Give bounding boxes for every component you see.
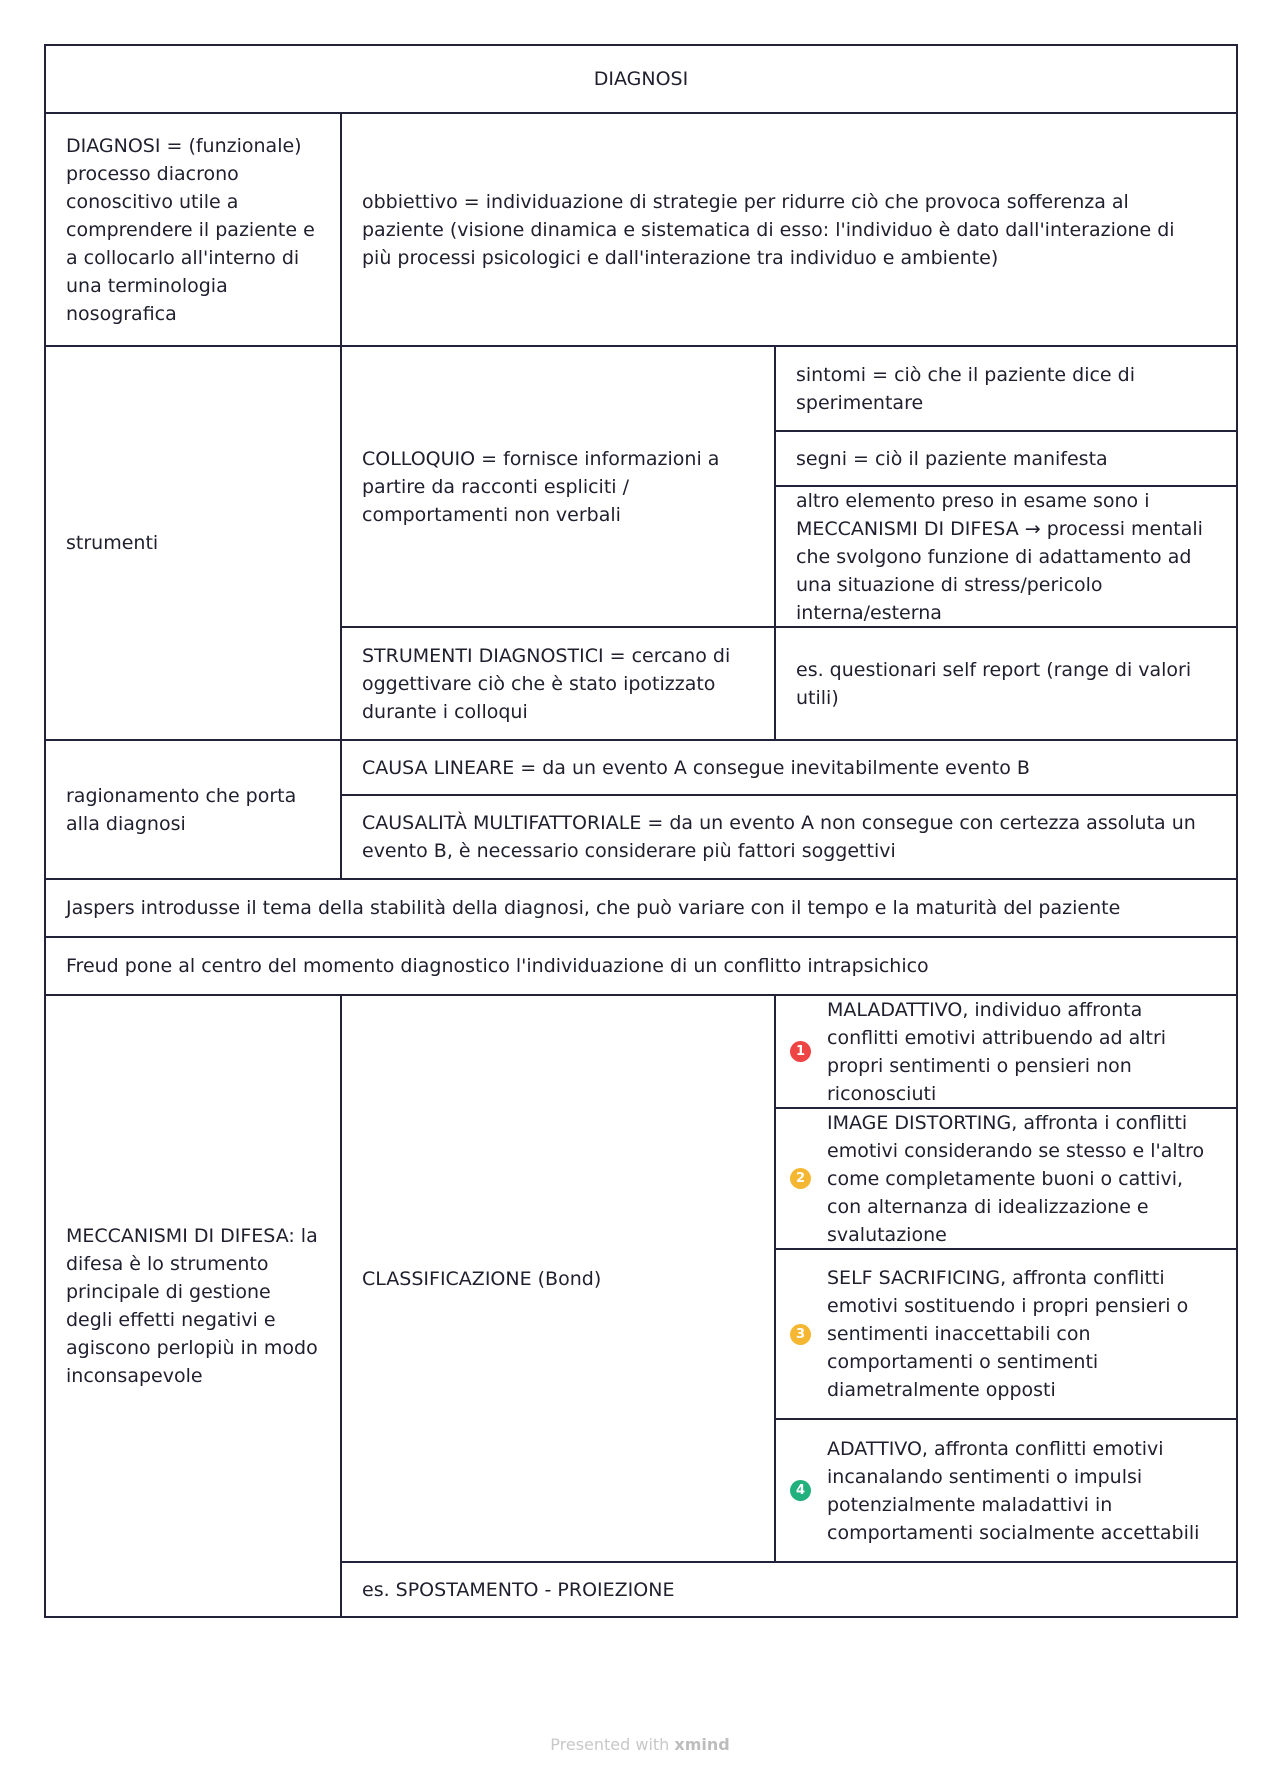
priority-2-icon: 2: [790, 1168, 811, 1189]
diagnosi-definition: DIAGNOSI = (funzionale) processo diacrono conoscitivo utile a comprendere il paziente e a collocarlo all'interno di una terminologia nosografica: [66, 134, 315, 325]
causalita-multifattoriale-text: CAUSALITÀ MULTIFATTORIALE = da un evento A non consegue con certezza assoluta un evento B, è necessario considerare più fattori soggettivi: [362, 812, 1196, 862]
questionari-cell: [774, 626, 1238, 741]
causa-lineare-text: CAUSA LINEARE = da un evento A consegue inevitabilmente evento B: [362, 756, 1030, 779]
colloquio-cell: [340, 345, 776, 628]
segni-cell: [774, 430, 1238, 487]
ragionamento-label-cell: [44, 739, 342, 880]
freud-cell: [44, 936, 1238, 996]
diagnosi-definition-cell: [44, 112, 342, 347]
footer-prefix: Presented with: [550, 1735, 670, 1754]
difesa-esempio-cell: [340, 1561, 1238, 1618]
strumenti-label-cell: [44, 345, 342, 741]
sintomi-text: sintomi = ciò che il paziente dice di sperimentare: [796, 363, 1136, 414]
diagnosi-objective-cell: [340, 112, 1238, 347]
difesa-item-2-text: IMAGE DISTORTING, affronta i conflitti emotivi considerando se stesso e l'altro come completamente buoni o cattivi, con alternanza di idealizzazione e svalutazione: [827, 1111, 1205, 1246]
sintomi-cell: [774, 345, 1238, 432]
table-title: [44, 44, 1238, 114]
priority-1-icon: 1: [790, 1041, 811, 1062]
segni-text: segni = ciò il paziente manifesta: [796, 447, 1108, 470]
difesa-label-cell: [44, 994, 342, 1618]
priority-3-icon: 3: [790, 1324, 811, 1345]
difesa-item-3-cell: [774, 1248, 1238, 1420]
difesa-item-1-cell: [774, 994, 1238, 1109]
causa-lineare-cell: [340, 739, 1238, 796]
ragionamento-label: ragionamento che porta alla diagnosi: [66, 784, 297, 835]
difesa-label: MECCANISMI DI DIFESA: la difesa è lo strumento principale di gestione degli effetti negativi e agiscono perlopiù in modo inconsapevole: [66, 1225, 318, 1387]
questionari-text: es. questionari self report (range di valori utili): [796, 658, 1192, 709]
meccanismi-cell: [774, 485, 1238, 628]
difesa-item-2-cell: [774, 1107, 1238, 1250]
causalita-multifattoriale-cell: [340, 794, 1238, 880]
freud-text: Freud pone al centro del momento diagnostico l'individuazione di un conflitto intrapsichico: [66, 955, 929, 977]
difesa-esempio-text: es. SPOSTAMENTO - PROIEZIONE: [362, 1578, 675, 1601]
diagnosi-objective: obbiettivo = individuazione di strategie per ridurre ciò che provoca sofferenza al paziente (visione dinamica e sistematica di esso: l'individuo è dato dall'interazione di più processi psicologici e dall'interazione tra individuo e ambiente): [362, 190, 1175, 269]
meccanismi-text: altro elemento preso in esame sono i MECCANISMI DI DIFESA → processi mentali che svolgono funzione di adattamento ad una situazione di stress/pericolo interna/esterna: [796, 489, 1203, 624]
footer-watermark: [0, 1735, 1280, 1754]
classificazione-text: CLASSIFICAZIONE (Bond): [362, 1267, 602, 1290]
classificazione-cell: [340, 994, 776, 1563]
page-title: DIAGNOSI: [593, 68, 689, 90]
difesa-item-4-text: ADATTIVO, affronta conflitti emotivi incanalando sentimenti o impulsi potenzialmente maladattivi in comportamenti socialmente accettabili: [827, 1437, 1200, 1544]
difesa-item-1-text: MALADATTIVO, individuo affronta conflitti emotivi attribuendo ad altri propri sentimenti o pensieri non riconosciuti: [827, 998, 1167, 1105]
priority-4-icon: 4: [790, 1480, 811, 1501]
difesa-item-3-text: SELF SACRIFICING, affronta conflitti emotivi sostituendo i propri pensieri o sentimenti inaccettabili con comportamenti o sentimenti diametralmente opposti: [827, 1267, 1189, 1401]
jaspers-cell: [44, 878, 1238, 938]
difesa-item-4-cell: [774, 1418, 1238, 1563]
jaspers-text: Jaspers introdusse il tema della stabilità della diagnosi, che può variare con il tempo e la maturità del paziente: [66, 897, 1121, 919]
strumenti-label: strumenti: [66, 532, 159, 554]
xmind-logo: xmind: [674, 1735, 730, 1754]
strumenti-diagnostici-text: STRUMENTI DIAGNOSTICI = cercano di oggettivare ciò che è stato ipotizzato durante i colloqui: [362, 644, 731, 723]
strumenti-diagnostici-cell: [340, 626, 776, 741]
colloquio-text: COLLOQUIO = fornisce informazioni a partire da racconti espliciti / comportamenti non verbali: [362, 447, 720, 526]
